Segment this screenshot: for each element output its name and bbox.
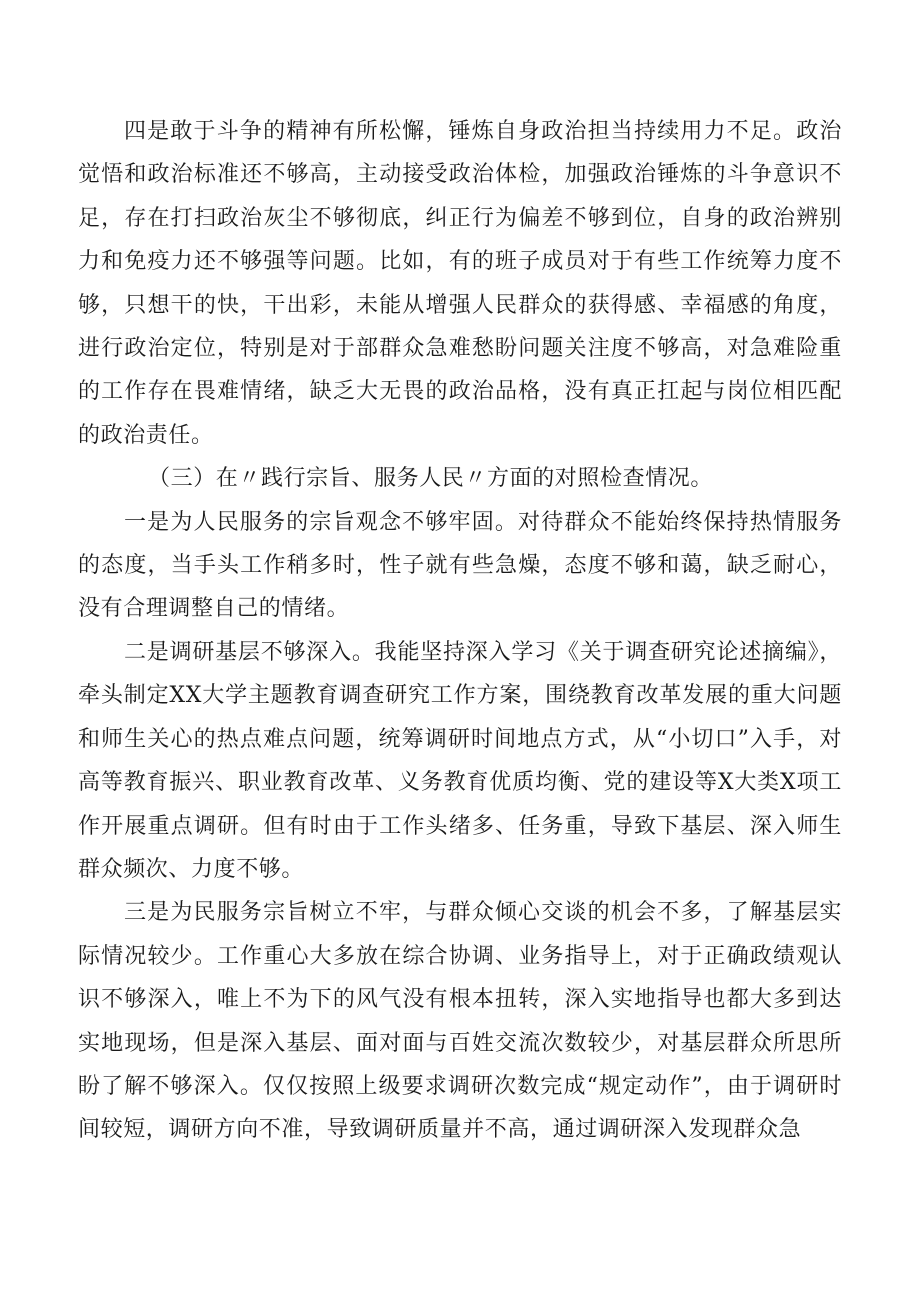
paragraph-first-point: 一是为人民服务的宗旨观念不够牢固。对待群众不能始终保持热情服务的态度，当手头工作稍多时，性子就有些急燥，态度不够和蔼，缺乏耐心，没有合理调整自己的情绪。 (78, 509, 842, 622)
section-heading-three: （三）在〃践行宗旨、服务人民〃方面的对照检查情况。 (148, 466, 714, 492)
paragraph-second-point: 二是调研基层不够深入。我能坚持深入学习《关于调查研究论述摘编》，牵头制定XX大学主题教育调查研究工作方案，围绕教育改革发展的重大问题和师生关心的热点难点问题，统筹调研时间地点方式，从“小切口”入手，对高等教育振兴、职业教育改革、义务教育优质均衡、党的建设等X大类X项工作开展重点调研。但有时由于工作头绪多、任务重，导致下基层、深入师生群众频次、力度不够。 (78, 639, 842, 882)
document-body (78, 110, 842, 1152)
paragraph-fourth-point: 四是敢于斗争的精神有所松懈，锤炼自身政治担当持续用力不足。政治觉悟和政治标准还不够高，主动接受政治体检，加强政治锤炼的斗争意识不足，存在打扫政治灰尘不够彻底，纠正行为偏差不够到位，自身的政治辨别力和免疫力还不够强等问题。比如，有的班子成员对于有些工作统筹力度不够，只想干的快，干出彩，未能从增强人民群众的获得感、幸福感的角度，进行政治定位，特别是对于部群众急难愁盼问题关注度不够高，对急难险重的工作存在畏难情绪，缺乏大无畏的政治品格，没有真正扛起与岗位相匹配的政治责任。 (78, 119, 842, 448)
paragraph-third-point: 三是为民服务宗旨树立不牢，与群众倾心交谈的机会不多，了解基层实际情况较少。工作重心大多放在综合协调、业务指导上，对于正确政绩观认识不够深入，唯上不为下的风气没有根本扭转，深入实地指导也都大多到达实地现场，但是深入基层、面对面与百姓交流次数较少，对基层群众所思所盼了解不够深入。仅仅按照上级要求调研次数完成“规定动作”，由于调研时间较短，调研方向不准，导致调研质量并不高，通过调研深入发现群众急 (78, 900, 842, 1143)
